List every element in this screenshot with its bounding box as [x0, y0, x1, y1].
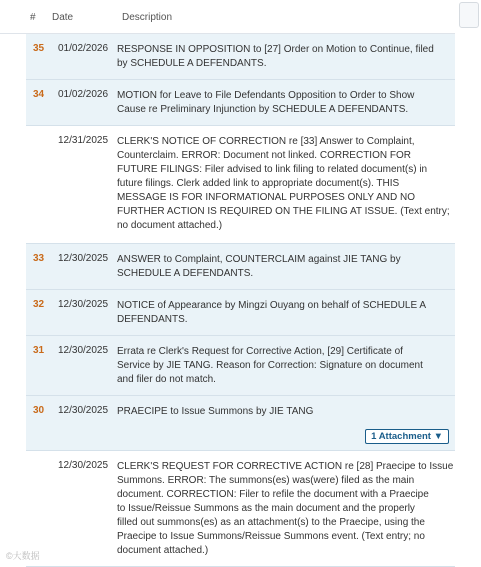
docket-row [26, 244, 455, 290]
entry-description [117, 253, 447, 281]
entry-date: 01/02/2026 [58, 43, 109, 54]
description-line: filled out summons(es) as an attachment(s) to the Praecipe, using the [117, 517, 425, 528]
description-line: CLERK'S NOTICE OF CORRECTION re [33] Answer to Complaint, [117, 136, 415, 147]
entry-date: 12/30/2025 [58, 253, 109, 264]
entry-description [117, 43, 447, 71]
description-line: PRAECIPE to Issue Summons by JIE TANG [117, 406, 314, 417]
entry-description [117, 89, 447, 117]
description-line: NOTICE of Appearance by Mingzi Ouyang on behalf of SCHEDULE A [117, 300, 427, 311]
entry-number: 35 [33, 43, 45, 54]
description-line: Praecipe to Issue Summons/Reissue Summons event. (Text entry; no [117, 531, 425, 542]
description-line: MOTION for Leave to File Defendants Opposition to Order to Show [117, 90, 415, 101]
docket-row [26, 80, 455, 126]
description-line: SCHEDULE A DEFENDANTS. [117, 268, 254, 279]
entry-number: 32 [33, 299, 45, 310]
entry-description [117, 460, 454, 558]
description-line: DEFENDANTS. [117, 314, 188, 325]
description-line: ANSWER to Complaint, COUNTERCLAIM against JIE TANG by [117, 254, 401, 265]
description-line: and filer do not match. [117, 374, 216, 385]
docket-row [26, 396, 455, 451]
entry-number: 31 [33, 345, 45, 356]
description-line: FUTURE FILINGS: Filer advised to link filing to related document(s) in [117, 164, 428, 175]
watermark: ©​大数据 [6, 551, 40, 561]
description-line: CLERK'S REQUEST FOR CORRECTIVE ACTION re [28] Praecipe to Issue [117, 461, 454, 472]
header-description: Description [122, 12, 173, 23]
entry-number: 34 [33, 89, 45, 100]
header-num: # [30, 12, 36, 23]
entry-description [117, 135, 450, 233]
scrollbar[interactable] [455, 0, 481, 567]
description-line: future filings. Clerk added link to appropriate document(s). THIS [117, 178, 400, 189]
entry-date: 12/30/2025 [58, 345, 109, 356]
description-line: Service by JIE TANG. Reason for Correction: Signature on document [117, 360, 423, 371]
entry-description [117, 345, 447, 387]
table-header [0, 0, 455, 34]
entry-date: 01/02/2026 [58, 89, 109, 100]
entry-number: 33 [33, 253, 45, 264]
docket-row [26, 336, 455, 396]
attachment-dropdown-button[interactable]: 1 Attachment ▼ [365, 429, 449, 444]
description-line: Errata re Clerk's Request for Corrective Action, [29] Certificate of [117, 346, 403, 357]
header-date: Date [52, 12, 74, 23]
entry-date: 12/30/2025 [58, 405, 109, 416]
description-line: RESPONSE IN OPPOSITION to [27] Order on Motion to Continue, filed [117, 44, 434, 55]
docket-row [26, 451, 455, 567]
description-line: Cause re Preliminary Injunction by SCHEDULE A DEFENDANTS. [117, 104, 409, 115]
description-line: document attached.) [117, 545, 209, 556]
docket-row [26, 34, 455, 80]
description-line: by SCHEDULE A DEFENDANTS. [117, 58, 267, 69]
entry-description [117, 299, 447, 327]
entry-date: 12/30/2025 [58, 299, 109, 310]
description-line: Counterclaim. ERROR: Document not linked. CORRECTION FOR [117, 150, 411, 161]
description-line: to Issue/Reissue Summons as the main document and the properly [117, 503, 415, 514]
docket-row [26, 290, 455, 336]
description-line: MESSAGE IS FOR INFORMATIONAL PURPOSES ONLY AND NO [117, 192, 416, 203]
entry-date: 12/30/2025 [58, 460, 109, 471]
entry-number: 30 [33, 405, 45, 416]
description-line: document. CORRECTION: Filer to refile the document with a Praecipe [117, 489, 429, 500]
scrollbar-thumb[interactable] [459, 2, 479, 28]
docket-row [26, 126, 455, 244]
description-line: Summons. ERROR: The summons(es) was(were) filed as the main [117, 475, 415, 486]
description-line: FURTHER ACTION IS REQUIRED ON THE FILING AT ISSUE. (Text entry; [117, 206, 450, 217]
entry-description [117, 405, 447, 419]
description-line: no document attached.) [117, 220, 223, 231]
entry-date: 12/31/2025 [58, 135, 109, 146]
